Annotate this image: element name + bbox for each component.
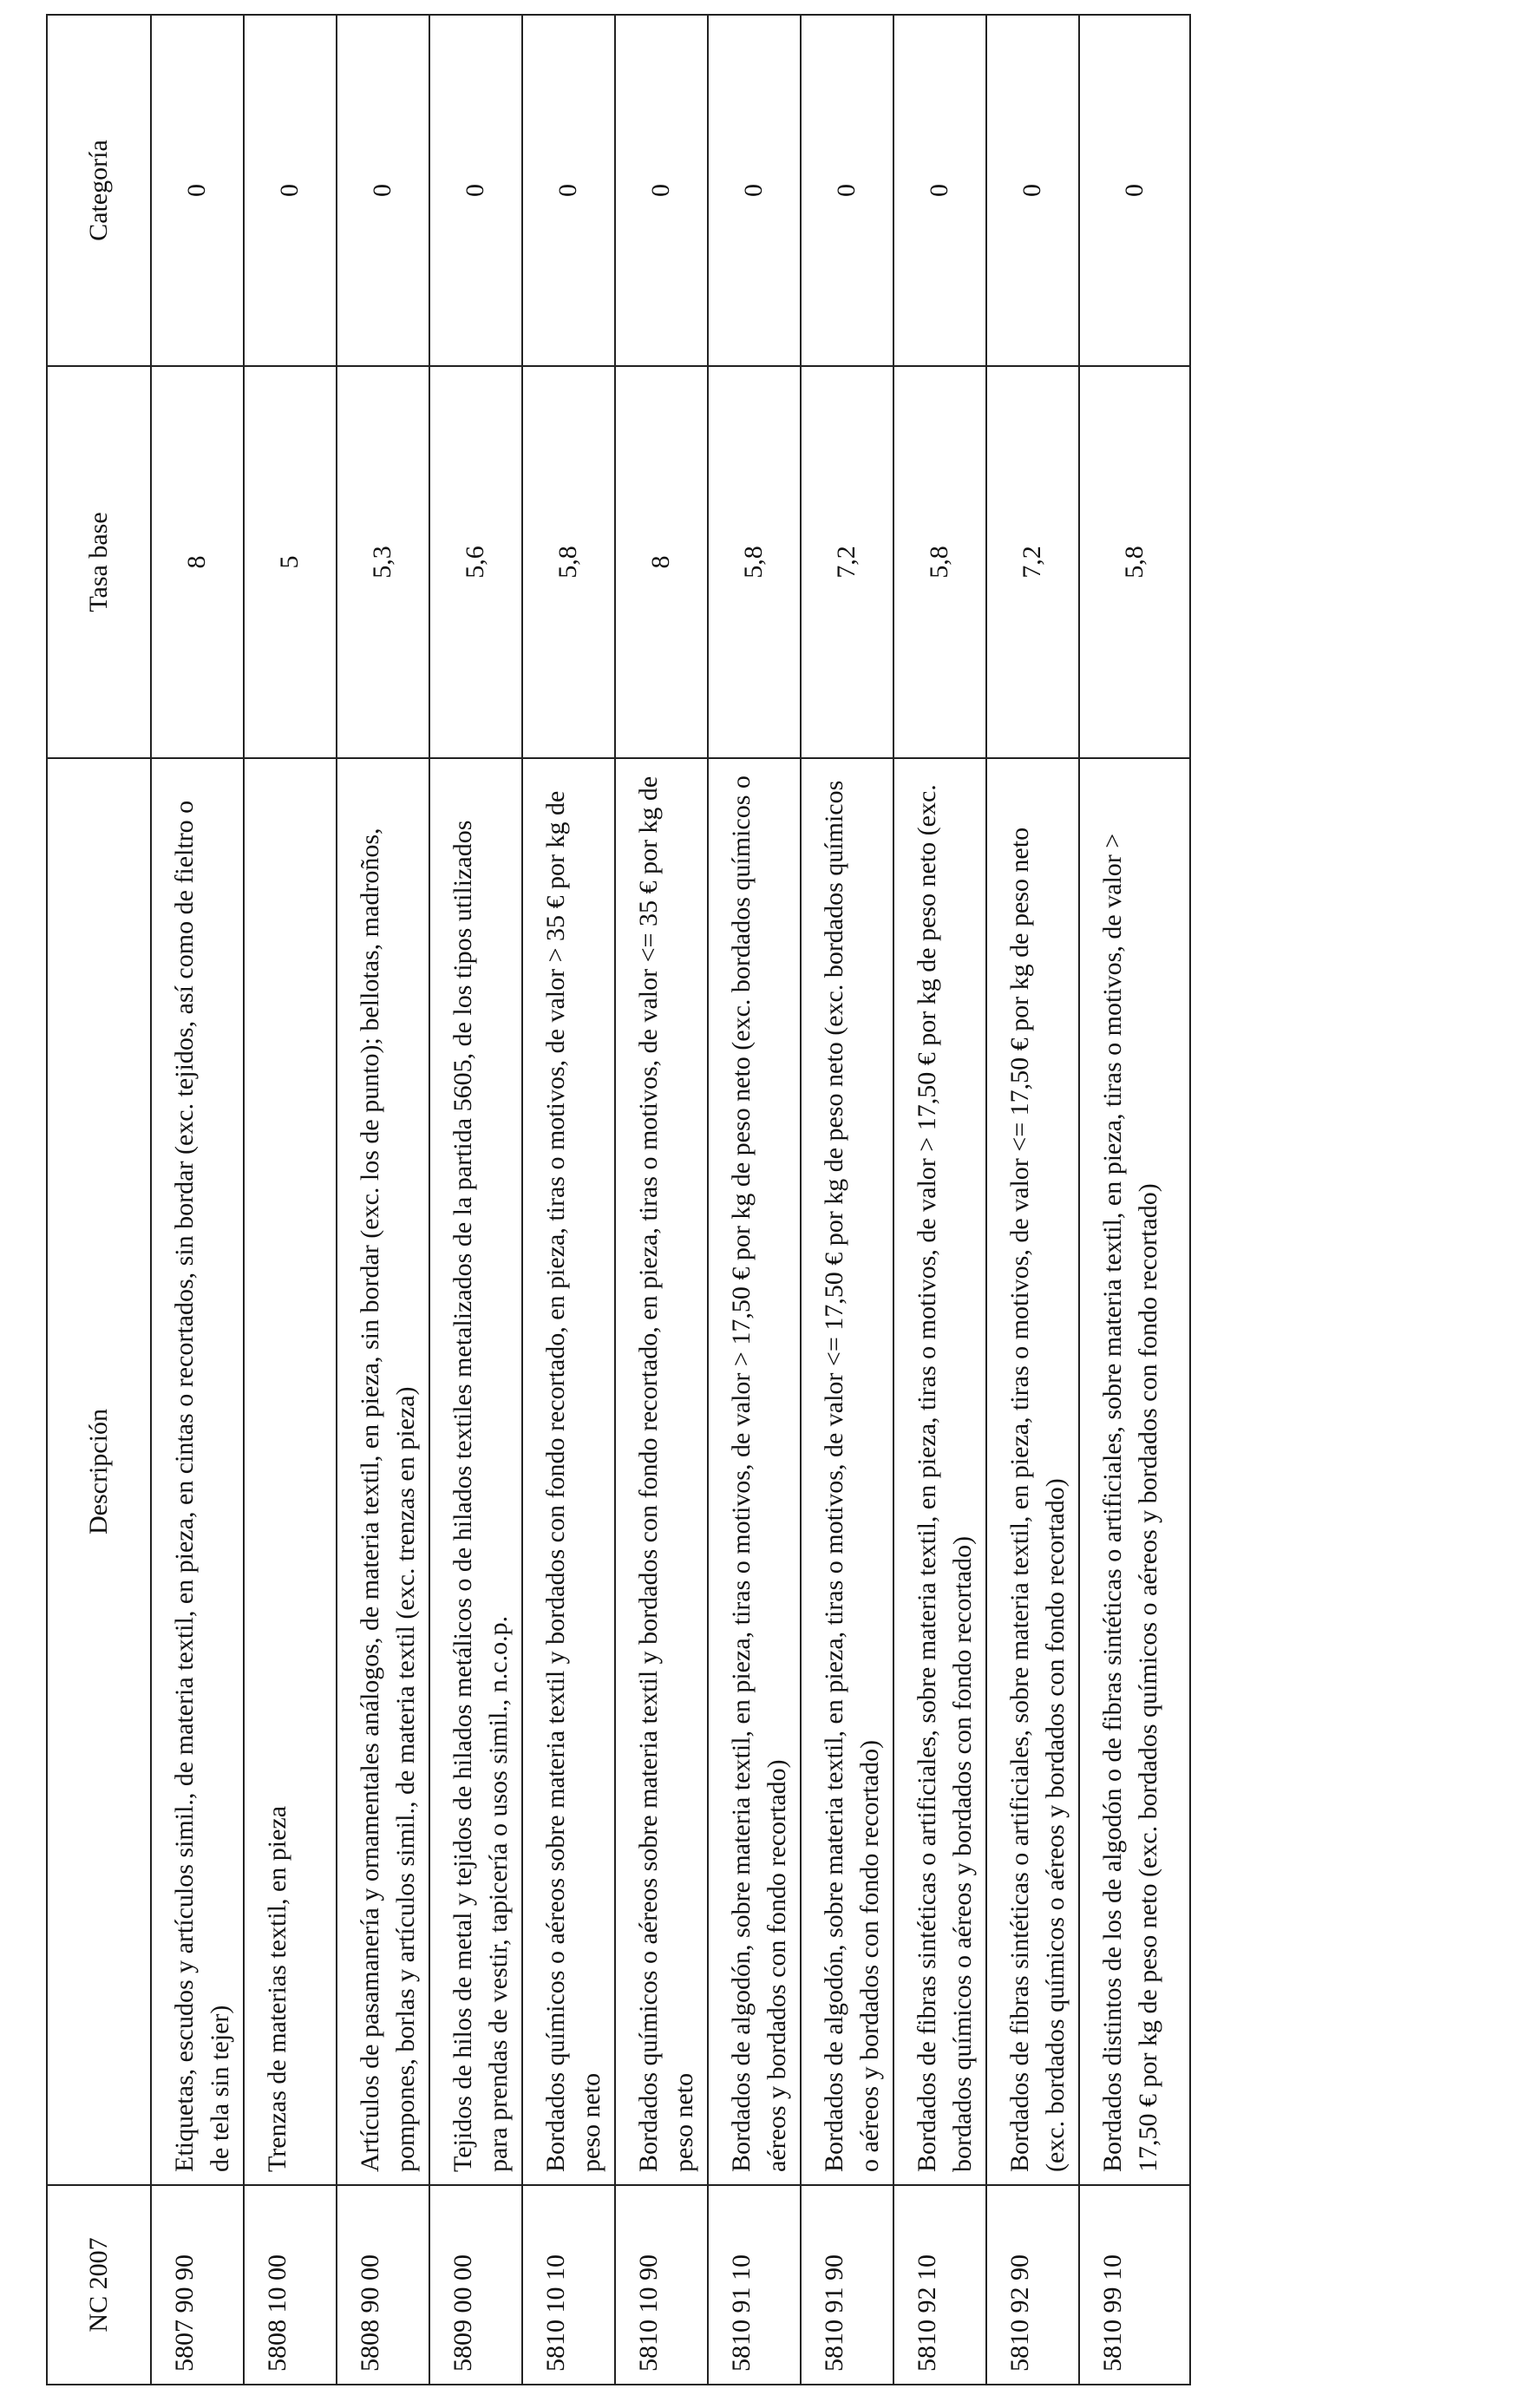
cell-categoria: 0: [244, 15, 337, 366]
table-row: [801, 15, 893, 2385]
cell-nc: 5807 90 90: [151, 2185, 244, 2385]
cell-descripcion: Bordados de algodón, sobre materia textil, en pieza, tiras o motivos, de valor <= 17,50 € por kg de peso neto (exc. bordados químicos o aéreos y bordados con fondo recortado): [801, 758, 893, 2185]
table-row: [893, 15, 986, 2385]
cell-tasa-base: 8: [151, 366, 244, 758]
cell-tasa-base: 7,2: [986, 366, 1079, 758]
cell-categoria: 0: [708, 15, 801, 366]
header-tasa-base: Tasa base: [47, 366, 151, 758]
cell-nc: 5810 91 10: [708, 2185, 801, 2385]
cell-descripcion: Etiquetas, escudos y artículos simil., de materia textil, en pieza, en cintas o recortados, sin bordar (exc. tejidos, así como de fieltro o de tela sin tejer): [151, 758, 244, 2185]
cell-categoria: 0: [522, 15, 615, 366]
cell-descripcion: Bordados de fibras sintéticas o artificiales, sobre materia textil, en pieza, tiras o motivos, de valor > 17,50 € por kg de peso neto (exc. bordados químicos o aéreos y bordados con fondo recortado): [893, 758, 986, 2185]
cell-nc: 5810 10 90: [615, 2185, 708, 2385]
table-row: [708, 15, 801, 2385]
cell-tasa-base: 5,3: [337, 366, 429, 758]
cell-descripcion: Bordados de algodón, sobre materia textil, en pieza, tiras o motivos, de valor > 17,50 € por kg de peso neto (exc. bordados químicos o aéreos y bordados con fondo recortado): [708, 758, 801, 2185]
table-row: [522, 15, 615, 2385]
table-row: [1079, 15, 1190, 2385]
table-row: [244, 15, 337, 2385]
cell-categoria: 0: [801, 15, 893, 366]
cell-nc: 5810 91 90: [801, 2185, 893, 2385]
header-categoria: Categoría: [47, 15, 151, 366]
cell-tasa-base: 5,6: [429, 366, 522, 758]
cell-tasa-base: 5: [244, 366, 337, 758]
cell-categoria: 0: [615, 15, 708, 366]
cell-categoria: 0: [151, 15, 244, 366]
table-row: [615, 15, 708, 2385]
tariff-table: [46, 14, 1191, 2385]
cell-categoria: 0: [1079, 15, 1190, 366]
cell-tasa-base: 7,2: [801, 366, 893, 758]
cell-descripcion: Bordados de fibras sintéticas o artificiales, sobre materia textil, en pieza, tiras o motivos, de valor <= 17,50 € por kg de peso neto (exc. bordados químicos o aéreos y bordados con fondo recortado): [986, 758, 1079, 2185]
cell-categoria: 0: [429, 15, 522, 366]
cell-descripcion: Tejidos de hilos de metal y tejidos de hilados metálicos o de hilados textiles metalizados de la partida 5605, de los tipos utilizados para prendas de vestir, tapicería o usos simil., n.c.o.p.: [429, 758, 522, 2185]
cell-descripcion: Artículos de pasamanería y ornamentales análogos, de materia textil, en pieza, sin bordar (exc. los de punto); bellotas, madroños, pompones, borlas y artículos simil., de materia textil (exc. trenzas en pieza): [337, 758, 429, 2185]
cell-descripcion: Bordados químicos o aéreos sobre materia textil y bordados con fondo recortado, en pieza, tiras o motivos, de valor > 35 € por kg de peso neto: [522, 758, 615, 2185]
cell-categoria: 0: [337, 15, 429, 366]
table-row: [151, 15, 244, 2385]
cell-descripcion: Bordados químicos o aéreos sobre materia textil y bordados con fondo recortado, en pieza, tiras o motivos, de valor <= 35 € por kg de peso neto: [615, 758, 708, 2185]
cell-tasa-base: 8: [615, 366, 708, 758]
cell-descripcion: Trenzas de materias textil, en pieza: [244, 758, 337, 2185]
cell-nc: 5808 90 00: [337, 2185, 429, 2385]
header-descripcion: Descripción: [47, 758, 151, 2185]
cell-nc: 5810 99 10: [1079, 2185, 1190, 2385]
cell-nc: 5808 10 00: [244, 2185, 337, 2385]
table-row: [337, 15, 429, 2385]
cell-categoria: 0: [986, 15, 1079, 366]
cell-descripcion: Bordados distintos de los de algodón o de fibras sintéticas o artificiales, sobre materia textil, en pieza, tiras o motivos, de valor > 17,50 € por kg de peso neto (exc. bordados químicos o aéreos y bordados con fondo recortado): [1079, 758, 1190, 2185]
cell-tasa-base: 5,8: [893, 366, 986, 758]
cell-categoria: 0: [893, 15, 986, 366]
cell-nc: 5809 00 00: [429, 2185, 522, 2385]
cell-nc: 5810 10 10: [522, 2185, 615, 2385]
header-nc: NC 2007: [47, 2185, 151, 2385]
cell-nc: 5810 92 90: [986, 2185, 1079, 2385]
table-row: [986, 15, 1079, 2385]
cell-tasa-base: 5,8: [708, 366, 801, 758]
cell-tasa-base: 5,8: [522, 366, 615, 758]
table-header-row: [47, 15, 151, 2385]
cell-nc: 5810 92 10: [893, 2185, 986, 2385]
table-row: [429, 15, 522, 2385]
cell-tasa-base: 5,8: [1079, 366, 1190, 758]
